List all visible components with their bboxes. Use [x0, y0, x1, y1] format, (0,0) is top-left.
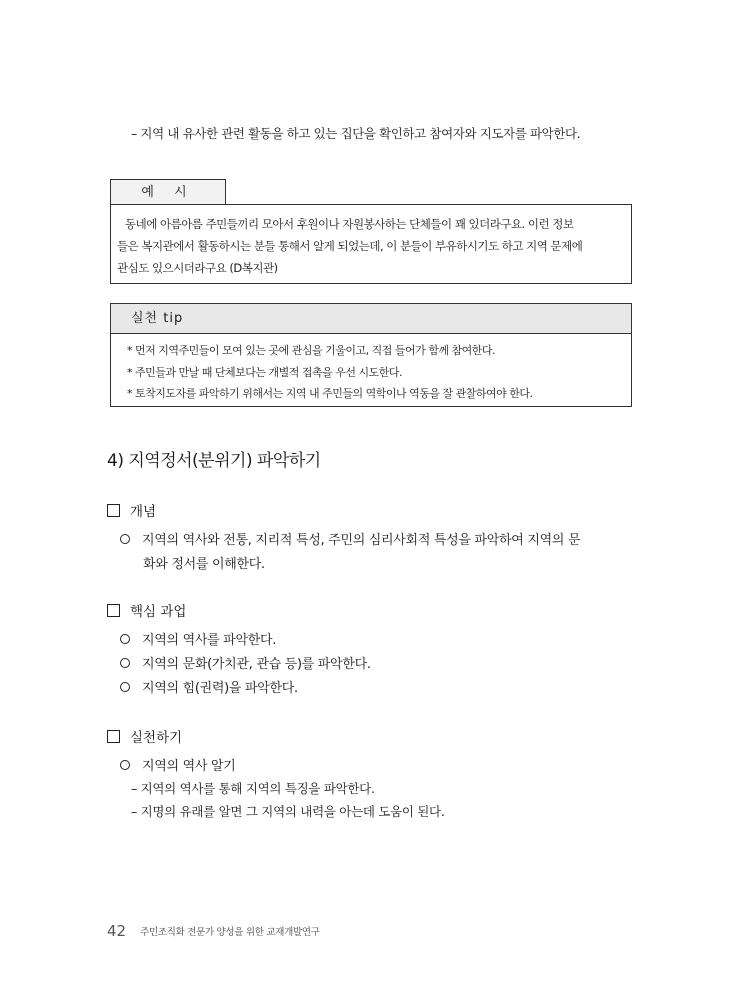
- practice-subitem: – 지명의 유래를 알면 그 지역의 내력을 아는데 도움이 된다.: [131, 804, 445, 819]
- section-title: 4) 지역정서(분위기) 파악하기: [107, 451, 321, 471]
- practice-subitem: – 지역의 역사를 통해 지역의 특징을 파악한다.: [131, 781, 375, 796]
- footer-text: 주민조직화 전문가 양성을 위한 교재개발연구: [140, 927, 320, 938]
- page-footer: [107, 922, 320, 940]
- concept-item-line2: 화와 정서를 이해한다.: [143, 557, 265, 572]
- example-line: 동네에 아름아름 주민들끼리 모아서 후원이나 자원봉사하는 단체들이 꽤 있더라구요. 이런 정보: [125, 217, 574, 231]
- circle-bullet-icon: [120, 534, 130, 544]
- core-task-item: [120, 677, 298, 696]
- tip-list: [111, 334, 631, 405]
- practice-tip-box: [110, 303, 632, 407]
- circle-bullet-icon: [120, 760, 130, 770]
- example-box: [110, 204, 632, 284]
- example-line: 들은 복지관에서 활동하시는 분들 통해서 알게 되었는데, 이 분들이 부유하시기도 하고 지역 문제에: [117, 239, 583, 253]
- checkbox-square-icon: [107, 504, 120, 517]
- practice-item: [120, 755, 235, 774]
- core-tasks-heading: [107, 600, 186, 620]
- core-task-label: 지역의 역사를 파악한다.: [142, 633, 277, 648]
- practice-heading-label: 실천하기: [130, 730, 183, 746]
- tip-title: 실천 tip: [111, 304, 631, 334]
- core-task-item: [120, 653, 371, 672]
- concept-item-line1: 지역의 역사와 전통, 지리적 특성, 주민의 심리사회적 특성을 파악하여 지역의 문: [142, 533, 581, 548]
- practice-item-label: 지역의 역사 알기: [142, 759, 236, 774]
- core-task-item: [120, 629, 276, 648]
- concept-heading: [107, 500, 156, 520]
- circle-bullet-icon: [120, 634, 130, 644]
- circle-bullet-icon: [120, 682, 130, 692]
- concept-heading-label: 개념: [130, 504, 157, 520]
- practice-heading: [107, 726, 182, 746]
- example-line: 관심도 있으시더라구요 (D복지관): [117, 261, 278, 275]
- core-tasks-heading-label: 핵심 과업: [130, 604, 187, 620]
- tip-item: * 먼저 지역주민들이 모여 있는 곳에 관심을 기울이고, 직접 들어가 함께 참여한다.: [127, 344, 495, 357]
- core-task-label: 지역의 힘(권력)을 파악한다.: [142, 681, 298, 696]
- core-task-label: 지역의 문화(가치관, 관습 등)를 파악한다.: [142, 657, 371, 672]
- intro-line: – 지역 내 유사한 관련 활동을 하고 있는 집단을 확인하고 참여자와 지도자를 파악한다.: [131, 126, 581, 141]
- checkbox-square-icon: [107, 730, 120, 743]
- circle-bullet-icon: [120, 658, 130, 668]
- example-label: 예 시: [110, 179, 226, 204]
- concept-item: [120, 529, 580, 548]
- tip-item: * 토착지도자를 파악하기 위해서는 지역 내 주민들의 역학이나 역동을 잘 관찰하여야 한다.: [127, 387, 533, 400]
- page-number: 42: [107, 922, 127, 940]
- tip-item: * 주민들과 만날 때 단체보다는 개별적 접촉을 우선 시도한다.: [127, 365, 402, 379]
- checkbox-square-icon: [107, 604, 120, 617]
